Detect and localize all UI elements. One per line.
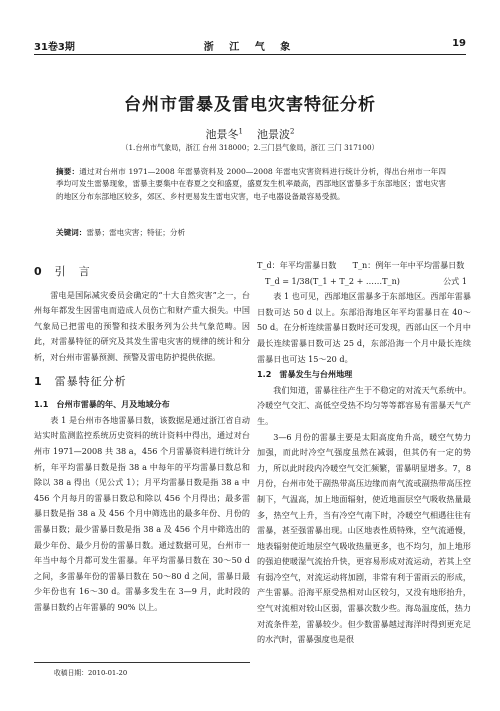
- formula-definitions: T_d：年平均雷暴日数 T_n：例年一年中平均雷暴日数: [257, 260, 465, 270]
- abstract-text: 通过对台州市 1971—2008 年雷暴资料及 2000—2008 年雷电灾害资料进行统计分析，得出台州市一年四季均可发生雷暴现象，雷暴主要集中在春夏之交和盛夏，盛夏发生机率最高，西部地区雷暴多于东部地区；雷电灾害的地区分布东部地区较多，郊区、乡村更易发生雷电灾害，电子电器设备最容易受损。: [56, 167, 446, 201]
- table-1-discussion-paragraph: 表 1 也可见，西部地区雷暴多于东部地区。西部年雷暴日数可达 50 d 以上。东部沿海地区年平均雷暴日在 40～50 d。在分析连续雷暴日数时还可发现，西部山区一个月中最长连续雷暴日数可达 25 d，东部沿海一个月中最长连续雷暴日也可达 15～20 d。: [257, 291, 471, 364]
- keywords-text: 雷暴；雷电灾害；特征；分析: [86, 228, 186, 237]
- section-0-heading: [34, 264, 250, 280]
- author-line: [0, 126, 500, 142]
- section-1-title: 雷暴特征分析: [54, 374, 127, 388]
- section-1-2-paragraph-2: 3—6 月份的雷暴主要是太阳高度角升高，暖空气势力加强，而此时冷空气强度虽然在减弱，但其仍有一定的势力，所以此时段内冷暖空气交汇频繁，雷暴明显增多。7，8 月份，台州市处于副热带高压边缘而南气流或副热带高压控制下，气温高，加上地面辐射，使近地面层空气吸收热量最多，热空气上升，当有冷空气南下时，冷暖空气相遇往往有雷暴，甚至强雷暴出现。山区地表性质特殊，空气流通慢，地表辐射使近地层空气吸收热量更多，也不均匀，加上地形的强迫使暖湿气流抬升快，更容易形成对流运动，若其上空有弱冷空气，对流运动将加剧，非常有利于雷雨云的形成，产生雷暴。沿海平原受热相对山区较匀，又没有地形抬升，空气对流相对较山区弱，雷暴次数少些。海岛温度低，热力对流条件差，雷暴较少。但少数雷暴越过海洋时得到更充足的水汽时，雷暴强度也是很: [257, 431, 471, 645]
- running-header: [34, 38, 466, 55]
- abstract: [56, 166, 446, 203]
- section-1-number: 1: [34, 374, 43, 388]
- section-0-number: 0: [34, 265, 43, 278]
- author-1-mark: 1: [238, 127, 243, 136]
- author-1: 池景冬: [205, 128, 239, 141]
- intro-paragraph: 雷电是国际减灾委员会确定的“十大自然灾害”之一，台州每年都发生因雷电而造成人员伤亡和财产重大损失。中国气象局已把雷电的预警和技术服务列为公共气象范畴。因此，对雷暴特征的研究及其发生雷电灾害的规律的统计和分析，对台州市雷暴预测、预警及雷电防护提供依据。: [34, 289, 250, 362]
- section-1-2-paragraph-1: 我们知道，雷暴往往产生于不稳定的对流天气系统中。冷暖空气交汇、高低空受热不均匀等等都容易有雷暴天气产生。: [257, 384, 471, 426]
- subsection-1-1-heading: 1.1 台州市雷暴的年、月及地域分布: [34, 399, 170, 410]
- left-column: [34, 258, 250, 615]
- keywords-label: 关键词：: [56, 228, 87, 237]
- section-0-title: 引 言: [54, 265, 91, 278]
- abstract-label: 摘要：: [56, 167, 80, 176]
- received-date: 收稿日期：2010-01-20: [34, 662, 250, 677]
- volume-issue: 31卷3期: [34, 42, 75, 53]
- formula-1: [257, 274, 471, 290]
- formula-1-expression: T_d = 1/38(T_1 + T_2 + ……T_n): [265, 275, 400, 286]
- formula-1-tag: 公式 1: [443, 275, 467, 286]
- author-2-mark: 2: [290, 127, 295, 136]
- section-1-heading: [34, 374, 250, 390]
- keywords: [56, 227, 446, 238]
- author-2: 池景波: [257, 128, 290, 141]
- journal-name: 浙 江 气 象: [203, 42, 297, 53]
- subsection-1-2-heading: 1.2 雷暴发生与台州地理: [257, 369, 353, 380]
- paper-title: 台州市雷暴及雷电灾害特征分析: [124, 95, 376, 115]
- affiliation: （1.台州市气象局，浙江 台州 318000；2.三门县气象局，浙江 三门 317100）: [121, 143, 379, 152]
- right-column: [257, 258, 471, 648]
- section-1-1-paragraph: 表 1 是台州市各地雷暴日数，该数据是通过浙江省自动站实时监测监控系统历史资料的统计资料中得出，通过对台州市 1971—2008 共 38 a，456 个月雷暴资料进行统计分析，年平均雷暴日数是指 38 a 中每年的平均雷暴日数总和除以 38 a 得出（见公式 1）；月平均雷暴日数是指 38 a 中 456 个月每月的雷暴日数总和除以 456 个月得出；最多雷暴日数是指 38 a 及 456 个月中筛选出的最多年份、月份的雷暴日数；最少雷暴日数是指 38 a 及 456 个月中筛选出的最少年份、最少月份的雷暴日数。通过数据可见，台州市一年当中每个月都可发生雷暴。年平均雷暴日数在 30～50 d 之间，多雷暴年份的雷暴日数在 50～80 d 之间，雷暴日最少年份也有 16～30 d。雷暴多发生在 3—9 月，此时段的雷暴日数约占年雷暴的 90% 以上。: [34, 414, 250, 612]
- page-number: 19: [452, 38, 466, 49]
